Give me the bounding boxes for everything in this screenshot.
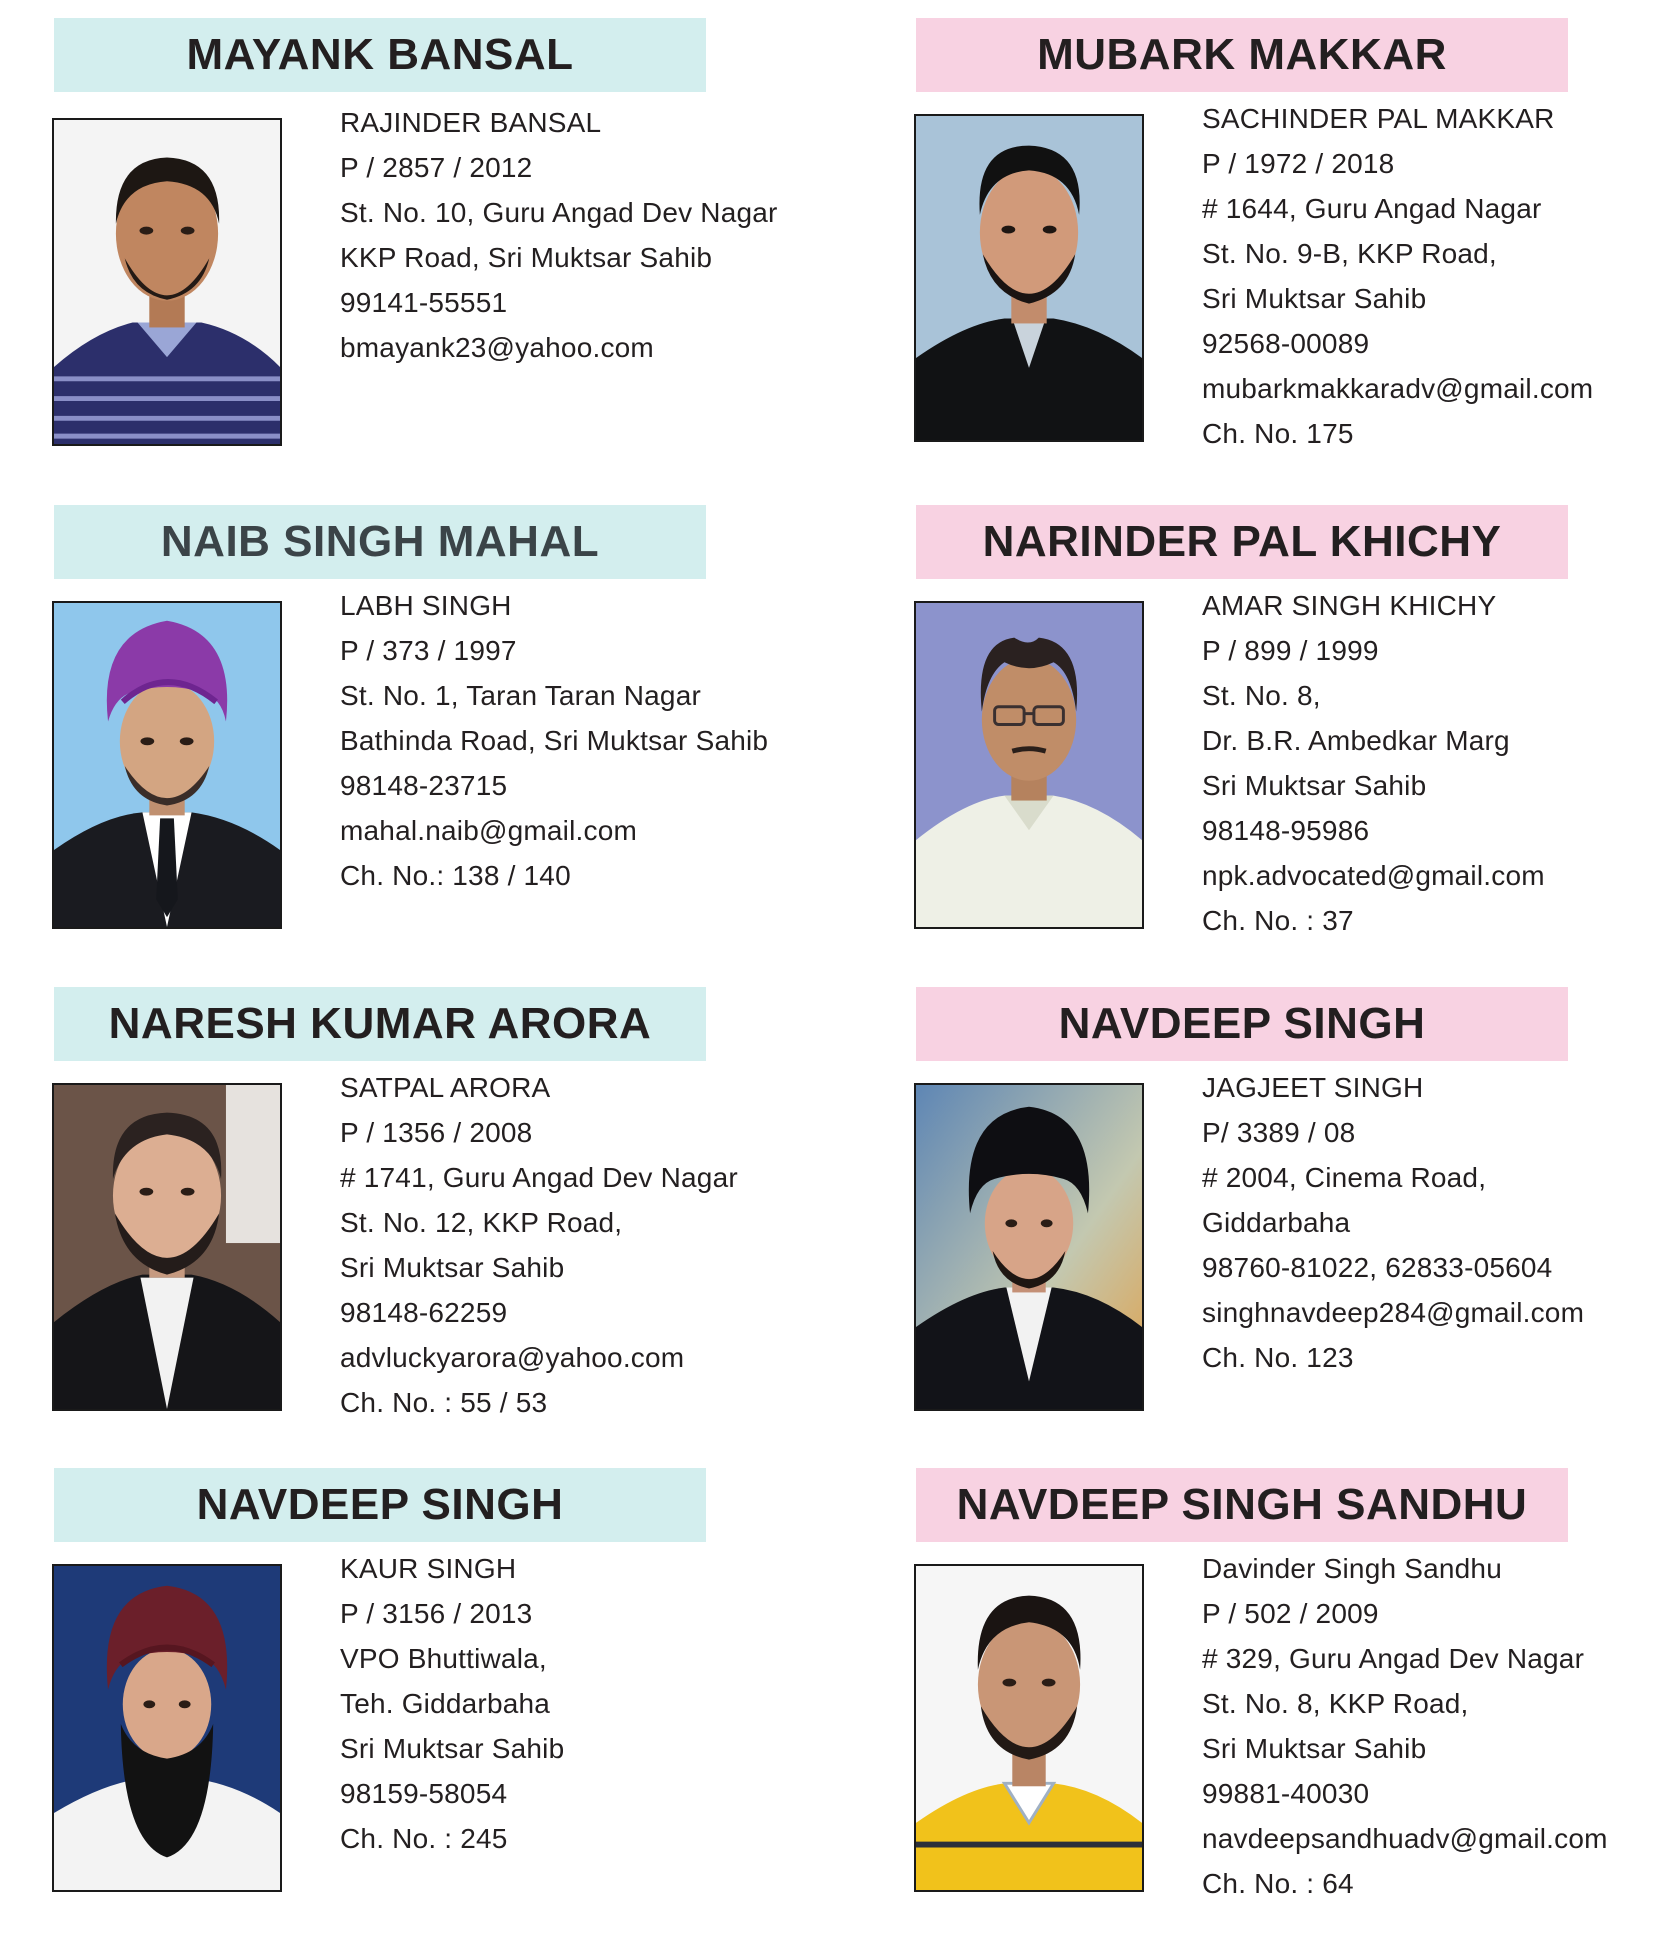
chamber-number: Ch. No. 175: [1202, 418, 1354, 449]
email-address: mubarkmakkaradv@gmail.com: [1202, 373, 1594, 404]
chamber-number: Ch. No.: 138 / 140: [340, 860, 571, 891]
email-address: bmayank23@yahoo.com: [340, 332, 654, 363]
portrait-image: [916, 603, 1142, 927]
address-line: Bathinda Road, Sri Muktsar Sahib: [340, 725, 769, 756]
chamber-number: Ch. No. : 55 / 53: [340, 1387, 548, 1418]
email-address: npk.advocated@gmail.com: [1202, 860, 1545, 891]
advocate-photo: [914, 601, 1144, 929]
address-line: # 1644, Guru Angad Nagar: [1202, 193, 1542, 224]
phone-number: 98148-23715: [340, 770, 508, 801]
advocate-name: MAYANK BANSAL: [54, 18, 706, 92]
advocate-card: [906, 1468, 1666, 1938]
parent-name: LABH SINGH: [340, 590, 512, 621]
chamber-number: Ch. No. : 245: [340, 1823, 508, 1854]
advocate-name: NAVDEEP SINGH: [54, 1468, 706, 1542]
address-line: # 2004, Cinema Road,: [1202, 1162, 1487, 1193]
address-line: Dr. B.R. Ambedkar Marg: [1202, 725, 1510, 756]
advocate-photo: [52, 1564, 282, 1892]
address-line: St. No. 8,: [1202, 680, 1321, 711]
address-line: # 1741, Guru Angad Dev Nagar: [340, 1162, 738, 1193]
phone-number: 98159-58054: [340, 1778, 508, 1809]
phone-number: 99141-55551: [340, 287, 508, 318]
portrait-image: [916, 1566, 1142, 1890]
enrollment-number: P / 899 / 1999: [1202, 635, 1379, 666]
enrollment-number: P / 1356 / 2008: [340, 1117, 533, 1148]
phone-number: 99881-40030: [1202, 1778, 1370, 1809]
advocate-photo: [914, 1564, 1144, 1892]
parent-name: KAUR SINGH: [340, 1553, 517, 1584]
advocate-name: NAVDEEP SINGH: [916, 987, 1568, 1061]
address-line: # 329, Guru Angad Dev Nagar: [1202, 1643, 1585, 1674]
phone-number: 98760-81022, 62833-05604: [1202, 1252, 1553, 1283]
enrollment-number: P / 3156 / 2013: [340, 1598, 533, 1629]
address-line: St. No. 1, Taran Taran Nagar: [340, 680, 701, 711]
portrait-image: [916, 116, 1142, 440]
portrait-image: [54, 120, 280, 444]
advocate-card: [44, 505, 804, 975]
advocate-name: NARESH KUMAR ARORA: [54, 987, 706, 1061]
address-line: Sri Muktsar Sahib: [340, 1733, 565, 1764]
enrollment-number: P / 2857 / 2012: [340, 152, 533, 183]
email-address: navdeepsandhuadv@gmail.com: [1202, 1823, 1608, 1854]
advocate-card: [44, 18, 804, 488]
email-address: advluckyarora@yahoo.com: [340, 1342, 685, 1373]
enrollment-number: P / 502 / 2009: [1202, 1598, 1379, 1629]
portrait-image: [54, 1085, 280, 1409]
address-line: VPO Bhuttiwala,: [340, 1643, 547, 1674]
phone-number: 98148-62259: [340, 1297, 508, 1328]
chamber-number: Ch. No. : 37: [1202, 905, 1354, 936]
chamber-number: Ch. No. 123: [1202, 1342, 1354, 1373]
parent-name: RAJINDER BANSAL: [340, 107, 602, 138]
address-line: St. No. 8, KKP Road,: [1202, 1688, 1469, 1719]
advocate-photo: [52, 118, 282, 446]
advocate-photo: [52, 601, 282, 929]
advocate-name: NARINDER PAL KHICHY: [916, 505, 1568, 579]
address-line: Giddarbaha: [1202, 1207, 1351, 1238]
advocate-photo: [52, 1083, 282, 1411]
address-line: St. No. 9-B, KKP Road,: [1202, 238, 1497, 269]
advocate-card: [44, 1468, 804, 1938]
advocate-card: [44, 987, 804, 1457]
parent-name: SACHINDER PAL MAKKAR: [1202, 103, 1555, 134]
portrait-image: [54, 1566, 280, 1890]
email-address: singhnavdeep284@gmail.com: [1202, 1297, 1585, 1328]
address-line: Sri Muktsar Sahib: [1202, 770, 1427, 801]
advocate-card: [906, 505, 1666, 975]
address-line: KKP Road, Sri Muktsar Sahib: [340, 242, 713, 273]
address-line: Teh. Giddarbaha: [340, 1688, 551, 1719]
address-line: St. No. 12, KKP Road,: [340, 1207, 623, 1238]
phone-number: 98148-95986: [1202, 815, 1370, 846]
enrollment-number: P/ 3389 / 08: [1202, 1117, 1356, 1148]
advocate-name: MUBARK MAKKAR: [916, 18, 1568, 92]
advocate-photo: [914, 1083, 1144, 1411]
chamber-number: Ch. No. : 64: [1202, 1868, 1354, 1899]
parent-name: AMAR SINGH KHICHY: [1202, 590, 1497, 621]
advocate-card: [906, 987, 1666, 1457]
address-line: Sri Muktsar Sahib: [1202, 1733, 1427, 1764]
advocate-name: NAVDEEP SINGH SANDHU: [916, 1468, 1568, 1542]
address-line: St. No. 10, Guru Angad Dev Nagar: [340, 197, 778, 228]
portrait-image: [54, 603, 280, 927]
advocate-photo: [914, 114, 1144, 442]
email-address: mahal.naib@gmail.com: [340, 815, 637, 846]
address-line: Sri Muktsar Sahib: [340, 1252, 565, 1283]
advocate-card: [906, 18, 1666, 488]
parent-name: SATPAL ARORA: [340, 1072, 551, 1103]
parent-name: Davinder Singh Sandhu: [1202, 1553, 1502, 1584]
parent-name: JAGJEET SINGH: [1202, 1072, 1424, 1103]
enrollment-number: P / 1972 / 2018: [1202, 148, 1395, 179]
enrollment-number: P / 373 / 1997: [340, 635, 517, 666]
phone-number: 92568-00089: [1202, 328, 1370, 359]
portrait-image: [916, 1085, 1142, 1409]
address-line: Sri Muktsar Sahib: [1202, 283, 1427, 314]
advocate-name: NAIB SINGH MAHAL: [54, 505, 706, 579]
